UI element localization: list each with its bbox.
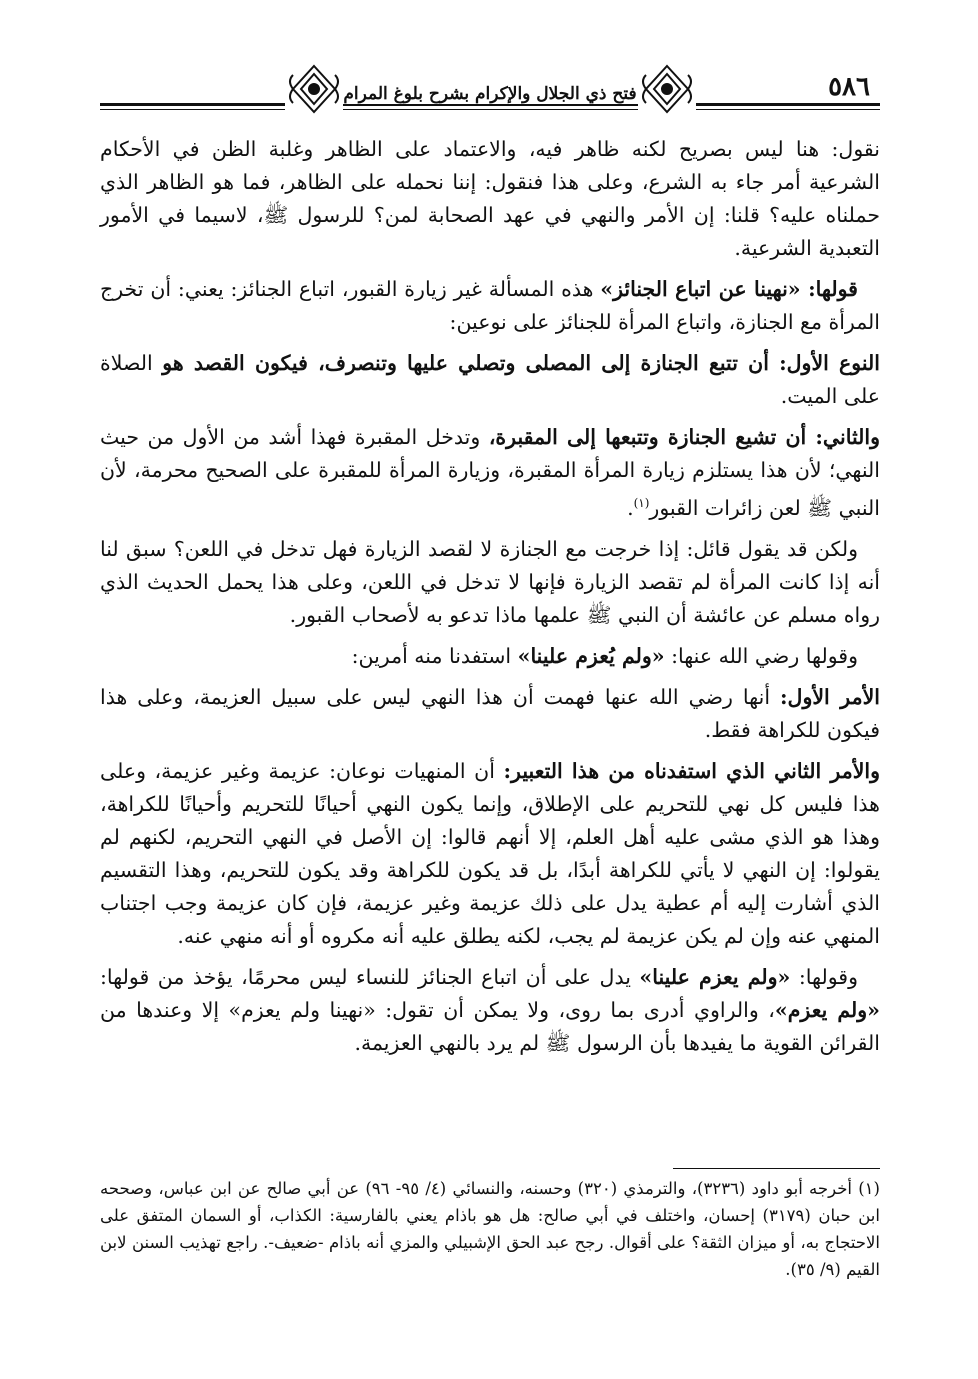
ornament-icon: [285, 60, 343, 118]
heading-inline: والأمر الثاني الذي استفدناه من هذا التعبير:: [503, 758, 880, 783]
header-rule-thin: [100, 109, 880, 110]
page-header: [100, 60, 880, 130]
quote-bold: «ولم يعزم علينا»: [639, 964, 791, 989]
paragraph: نقول: هنا ليس بصريح لكنه ظاهر فيه، والاعتماد على الظاهر وغلبة الظن في الأحكام الشرعية أمر جاء به الشرع، وعلى هذا فنقول: إننا نحمله على الظاهر، فما هو الظاهر الذي حملناه عليه؟ قلنا: إن الأمر والنهي في عهد الصحابة لمن؟ للرسول ﷺ، لاسيما في الأمور التعبدية الشرعية.: [100, 137, 880, 260]
heading-inline: النوع الأول: أن تتبع الجنازة إلى المصلى وتصلي عليها وتنصرف، فيكون القصد هو: [162, 351, 880, 375]
paragraph-text: هذه المسألة غير زيارة القبور، اتباع الجنائز: يعني: أن تخرج المرأة مع الجنازة، واتباع المرأة للجنائز على نوعين:: [100, 277, 880, 334]
footnote-separator: [673, 1168, 880, 1169]
heading-inline: والثاني: أن تشيع الجنازة وتتبعها إلى المقبرة،: [488, 425, 880, 449]
paragraph-text: أن المنهيات نوعان: عزيمة وغير عزيمة، وعلى هذا فليس كل نهي للتحريم على الإطلاق، وإنما يكون النهي أحيانًا للتحريم وأحيانًا للكراهة، وهذا هو الذي مشى عليه أهل العلم، إلا أنهم قالوا: إن الأصل في النهي التحريم، لكنهم لم يقولوا: إن النهي لا يأتي للكراهة أبدًا، بل قد يكون للكراهة وقد يكون للتحريم، وهذا التقسيم الذي أشارت إليه أم عطية يدل على ذلك عزيمة وغير عزيمة، فإن كان عزيمة وجب اجتناب المنهي عنه وإن لم يكن عزيمة لم يجب، لكنه يطلق عليه أنه مكروه أو أنه منهي عنه.: [100, 758, 880, 948]
paragraph-text: ، والراوي أدرى بما روى، ولا يمكن أن تقول: «نهينا ولم يعزم» إلا وعندها من القرائن القوية ما يفيدها بأن الرسول ﷺ لم يرد بالنهي العزيمة.: [100, 997, 880, 1055]
paragraph: [100, 961, 880, 1060]
paragraph: [100, 273, 880, 339]
quote-bold: «ولم يُعزم علينا»: [517, 643, 665, 668]
ornament-icon: [638, 60, 696, 118]
quote-bold: قولها: «نهينا عن اتباع الجنائز»: [600, 277, 858, 301]
paragraph-text: استفدنا منه أمرين:: [351, 643, 518, 668]
main-text: [100, 133, 880, 1068]
page-number: ٥٨٦: [828, 72, 870, 102]
paragraph: [100, 640, 880, 673]
footnote: (١) أخرجه أبو داود (٣٢٣٦)، والترمذي (٣٢٠) وحسنه، والنسائي (٤/ ٩٥- ٩٦) عن أبي صالح عن ابن عباس، وصححه ابن حبان (٣١٧٩) إحسان، واختلف في أبي صالح: هل هو باذام يعني بالفارسية: الكذاب، أو السمان المتفق على الاحتجاج به، أو ميزان الثقة؟ على أقوال. رجح عبد الحق الإشبيلي والمزي أنه باذام -ضعيف-. راجع تهذيب السنن لابن القيم (٩/ ٣٥).: [100, 1179, 880, 1279]
paragraph: [100, 347, 880, 413]
paragraph: [100, 681, 880, 747]
paragraph-text: يدل على أن اتباع الجنائز للنساء ليس محرمًا، يؤخذ من قولها:: [100, 964, 640, 989]
paragraph: ولكن قد يقول قائل: إذا خرجت مع الجنازة لا لقصد الزيارة فهل تدخل في اللعن؟ سبق لنا أنه إذا كانت المرأة لم تقصد الزيارة فإنها لا تدخل في اللعن، وعلى هذا يحمل الحديث الذي رواه مسلم عن عائشة أن النبي ﷺ علمها ماذا تدعو به لأصحاب القبور.: [100, 536, 880, 627]
running-title: فتح ذي الجلال والإكرام بشرح بلوغ المرام: [340, 84, 640, 104]
paragraph: [100, 421, 880, 525]
footnote-ref[interactable]: (١): [633, 496, 650, 510]
heading-inline: الأمر الأول:: [779, 684, 880, 709]
paragraph-text: وتدخل المقبرة فهذا أشد من الأول من حيث النهي؛ لأن هذا يستلزم زيارة المرأة المقبرة، وزيارة المرأة للمقبرة على الصحيح محرمة، لأن النبي ﷺ لعن زائرات القبور: [100, 425, 880, 520]
paragraph-text: أنها رضي الله عنها فهمت أن هذا النهي ليس على سبيل العزيمة، وعلى هذا فيكون للكراهة فقط.: [100, 684, 880, 742]
paragraph-text: وقولها رضي الله عنها:: [664, 643, 858, 668]
footnotes: [100, 1175, 880, 1283]
paragraph: [100, 755, 880, 953]
paragraph-text: وقولها:: [790, 964, 858, 989]
quote-bold: «ولم يعزم»: [774, 997, 880, 1022]
paragraph-text: الصلاة على الميت.: [100, 351, 880, 408]
punctuation: .: [627, 495, 634, 520]
